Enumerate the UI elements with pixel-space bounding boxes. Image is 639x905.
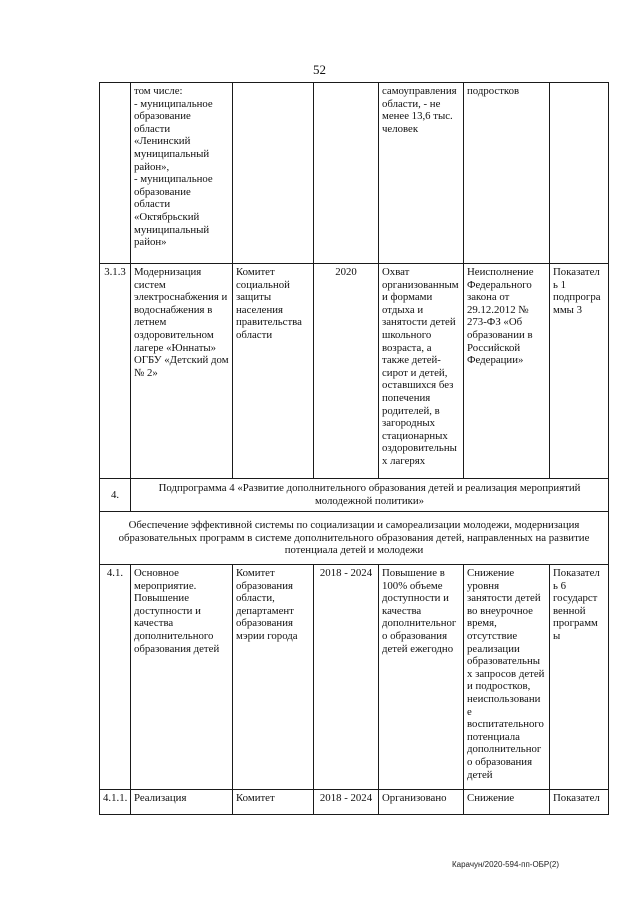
cell-consequences: подростков (464, 83, 550, 264)
cell-executor (233, 83, 314, 264)
cell-measure: Модернизация систем электроснабжения и водоснабжения в летнем оздоровительном лагере «Юннаты» ОГБУ «Детский дом № 2» (131, 264, 233, 479)
cell-consequences: Снижение (464, 790, 550, 815)
goal-text: Обеспечение эффективной системы по социализации и самореализации молодежи, модернизация образовательных программ в системе дополнительного образования детей, направленных на развитие потенциала детей и молодежи (100, 512, 609, 565)
cell-measure: Реализация (131, 790, 233, 815)
subprogram-row (100, 479, 609, 512)
cell-link: Показател ь 1 подпрогра ммы 3 (550, 264, 609, 479)
table-row (100, 83, 609, 264)
table-row (100, 565, 609, 790)
cell-executor: Комитет образования области, департамент образования мэрии города (233, 565, 314, 790)
cell-link: Показател (550, 790, 609, 815)
table-row (100, 790, 609, 815)
cell-measure: том числе: - муниципальное образование области «Ленинский муниципальный район», - муниципальное образование области «Октябрьский муниципальный район» (131, 83, 233, 264)
cell-num: 4.1.1. (100, 790, 131, 815)
cell-link: Показател ь 6 государст венной программ ы (550, 565, 609, 790)
cell-num (100, 83, 131, 264)
cell-executor: Комитет социальной защиты населения правительства области (233, 264, 314, 479)
cell-consequences: Неисполнение Федерального закона от 29.12.2012 № 273-ФЗ «Об образовании в Российской Федерации» (464, 264, 550, 479)
cell-years: 2018 - 2024 (314, 790, 379, 815)
table-row (100, 264, 609, 479)
cell-result: Повышение в 100% объеме доступности и качества дополнительног о образования детей ежегодно (379, 565, 464, 790)
cell-result: самоуправления области, - не менее 13,6 тыс. человек (379, 83, 464, 264)
cell-years: 2020 (314, 264, 379, 479)
cell-years: 2018 - 2024 (314, 565, 379, 790)
goal-row (100, 512, 609, 565)
cell-result: Организовано (379, 790, 464, 815)
cell-num: 3.1.3 (100, 264, 131, 479)
cell-consequences: Снижение уровня занятости детей во внеурочное время, отсутствие реализации образовательны х запросов детей и подростков, неиспользовани е воспитательного потенциала дополнительног о образования детей (464, 565, 550, 790)
cell-measure: Основное мероприятие. Повышение доступности и качества дополнительного образования детей (131, 565, 233, 790)
cell-num: 4. (100, 479, 131, 512)
page-number: 52 (313, 62, 326, 77)
cell-link (550, 83, 609, 264)
cell-num: 4.1. (100, 565, 131, 790)
cell-years (314, 83, 379, 264)
document-footer: Карачун/2020-594-пп-ОБР(2) (452, 860, 560, 869)
cell-result: Охват организованным и формами отдыха и занятости детей школьного возраста, а также детей-сирот и детей, оставшихся без попечения родителей, в загородных стационарных оздоровительны х лагерях (379, 264, 464, 479)
measures-table (99, 82, 609, 815)
cell-executor: Комитет (233, 790, 314, 815)
subprogram-title: Подпрограмма 4 «Развитие дополнительного образования детей и реализация мероприятий молодежной политики» (131, 479, 609, 512)
